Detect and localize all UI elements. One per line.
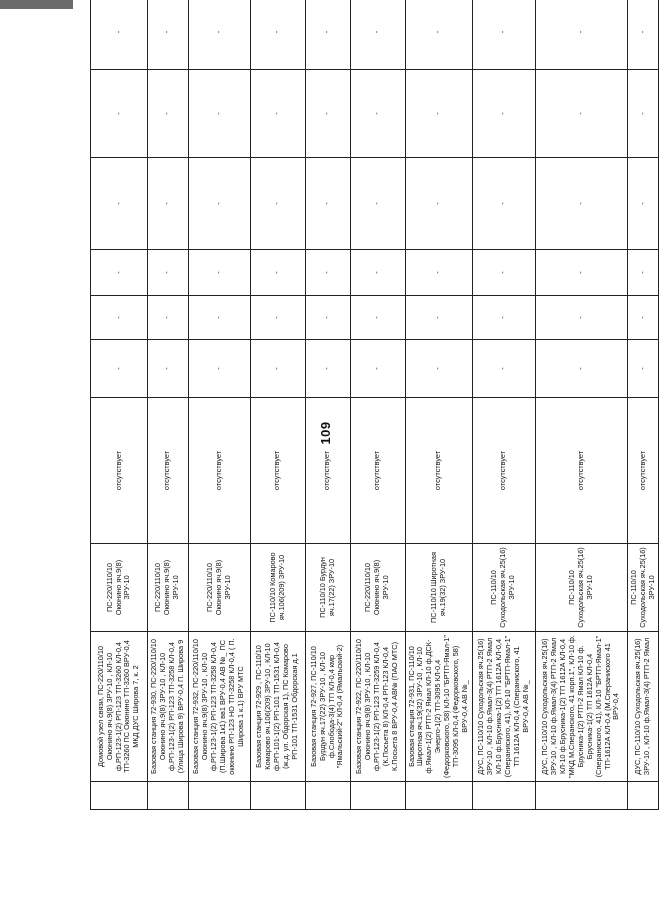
object-description-cell: Домовой узел связи, ПС-220/110/10 Окюнино яч.9(8) ЗРУ-10 , КЛ-10 ф.РП-123-1(2) РП-123 ТП-3260 КЛ-0,4 ТП-3260 ПС Окюнино ТП-3260 ВРУ-0,4 МКД ДУС Широва 7, к. 2 [91,632,148,782]
value-cell-4: - [627,340,659,398]
row-number-cell [405,782,472,810]
table-row [188,0,250,810]
status-cell: отсутствует [305,398,350,544]
value-cell-4: - [535,340,627,398]
row-number-cell [250,782,305,810]
value-cell-5: - [627,296,659,340]
value-cell-4: - [91,340,148,398]
value-cell-9: - [188,0,250,70]
table-row [405,0,472,810]
table-row [472,0,535,810]
status-cell: отсутствует [350,398,405,544]
row-number-cell [535,782,627,810]
value-cell-9: - [148,0,189,70]
value-cell-8: - [305,70,350,158]
value-cell-8: - [405,70,472,158]
value-cell-7: - [405,158,472,250]
object-description-cell: Базовая станция 72-922, ПС-220/110/10 Окюнино яч.9(8) ЗРУ-10 , КЛ-10 ф.РП-123-1(2) РП-123 ТП-3259 КЛ-0,4 (К.Посьета 8) КЛ-0,4 РП-123 КЛ-0,4 К.Посьета 8 ВРУ-0,4 АВ№ (ПАО МТС) [350,632,405,782]
object-description-cell: Базовая станция 72-930, ПС-220/110/10 Окюнино яч.9(8) ЗРУ-10 , КЛ-10 ф.РП-123-1(2) РП-123 ТП-3258 КЛ-0,4 (Улица Широва 9) ВРУ-0,4 П. Широва 9 [148,632,189,782]
value-cell-7: - [350,158,405,250]
power-source-cell: ПС-220/110/10 Окюнино яч.9(8) ЗРУ-10 [188,544,250,632]
value-cell-9: - [405,0,472,70]
value-cell-4: - [148,340,189,398]
object-description-cell: Базовая станция 72-927, ПС-110/10 Бурдун яч.17(22) ЗРУ-10 , КЛ-10 ф.Слобода-3(4) ТП КЛ-0,4 кмр "Ямальский-2" КЛ-0,4 (Ямальский-2) [305,632,350,782]
table-row [250,0,305,810]
value-cell-6: - [305,250,350,296]
object-description-cell: Базовая станция 72-932, ПС-220/110/10 Окюнино яч.9(8) ЗРУ-10 , КЛ-10 ф.РП-123-1(2) РП-123 ТП-3258 КЛ-0,4 (П.Широва 1к1) вв1 ВРУ-0,4 АВ №_ ПС окюнино РП-123 НО ТП-3258 КЛ-0,4 ( П. Широва 1 к.1) ВРУ МТС [188,632,250,782]
value-cell-5: - [472,296,535,340]
object-description-cell: Базовая станция 72-929 , ПС-110/10 Комарово яч.106(209) ЗРУ-10 , КЛ-10 ф.РП-101-1(2) РП-101 ТП-1531 КЛ-0,4 (ж.д. ул. Обдорская 1), ПС Комарово РП-101 ТП-1531 Обдорская д.1 [250,632,305,782]
value-cell-4: - [472,340,535,398]
value-cell-6: - [405,250,472,296]
value-cell-6: - [535,250,627,296]
value-cell-8: - [250,70,305,158]
power-source-cell: ПС-220/110/10 Окюнино яч.9(8) ЗРУ-10 [350,544,405,632]
value-cell-8: - [91,70,148,158]
power-source-cell: ПС-220/110/10 Окюнино яч.9(8) ЗРУ-10 [148,544,189,632]
row-number-cell [472,782,535,810]
power-source-cell: ПС-220/110/10 Окюнино яч.9(8) ЗРУ-10 [91,544,148,632]
status-cell: отсутствует [188,398,250,544]
value-cell-6: - [188,250,250,296]
value-cell-5: - [535,296,627,340]
table-row [350,0,405,810]
value-cell-4: - [405,340,472,398]
object-description-cell: ДУС, ПС-110/10 Суходольская яч.25(16) ЗРУ-10 , КЛ-10 ф.Ямал-3(4) РТП-2 Ямал КЛ-10 ф.Брусника-1(2) ТП 1612А КЛ-0,4 (Спераниского, 41), КЛ-10 "БРТП-Ямал-1" ТП 1612А КЛ-0,4 (Спераниского, 41 ВРУ-0,4 АВ №_ [472,632,535,782]
table-row [148,0,189,810]
value-cell-9: - [535,0,627,70]
value-cell-8: - [535,70,627,158]
value-cell-8: - [188,70,250,158]
power-source-cell: ПС-110/10 Широтная яч.19(32) ЗРУ-10 [405,544,472,632]
row-number-cell [148,782,189,810]
data-table [90,0,659,810]
value-cell-5: - [148,296,189,340]
status-cell: отсутствует [250,398,305,544]
value-cell-8: - [350,70,405,158]
status-cell: отсутствует [91,398,148,544]
value-cell-6: - [627,250,659,296]
value-cell-4: - [350,340,405,398]
value-cell-7: - [91,158,148,250]
value-cell-7: - [250,158,305,250]
value-cell-9: - [91,0,148,70]
object-description-cell: ДУС, ПС-110/10 Суходольская яч.25(16) ЗРУ-10 , КЛ-10 ф.Ямал-3(4) РТП-2 Ямал [627,632,659,782]
power-source-cell: ПС-110/10 Суходольская яч.25(16) ЗРУ-10 [627,544,659,632]
value-cell-6: - [250,250,305,296]
table-row [535,0,627,810]
status-cell: отсутствует [148,398,189,544]
value-cell-4: - [250,340,305,398]
row-number-cell [188,782,250,810]
row-number-cell [91,782,148,810]
value-cell-7: - [535,158,627,250]
value-cell-9: - [350,0,405,70]
power-source-cell: ПС-110/10 Суходольская яч.25(16) ЗРУ-10 [535,544,627,632]
value-cell-5: - [91,296,148,340]
value-cell-5: - [350,296,405,340]
value-cell-7: - [472,158,535,250]
value-cell-9: - [250,0,305,70]
value-cell-7: - [188,158,250,250]
value-cell-5: - [305,296,350,340]
value-cell-5: - [250,296,305,340]
value-cell-7: - [305,158,350,250]
table-row [627,0,659,810]
value-cell-4: - [188,340,250,398]
value-cell-5: - [405,296,472,340]
object-description-cell: ДУС, ПС-110/10 Суходольская яч.25(16) ЗРУ-10 , КЛ-10 ф.Ямал-3(4) РТП-2 Ямал КЛ-10 ф.Брусника-1(2) ТП 1612А КЛ-0,4 "МКД М.Сперанского, 41 корп.1", КЛ-10 ф. Брусника-1(2) РТП-2 Ямал КЛ-10 ф. Брусника-1(2) ТП 1612А КЛ-0,4 (Спераниского, 41), КЛ-10 "БРТП-Ямал-1" ТП-1612А КЛ-0,4 (М.Спераниского 41 ВРУ-0,4 [535,632,627,782]
value-cell-6: - [148,250,189,296]
table-row [305,0,350,810]
power-source-cell: ПС-110/10 Комарово яч.106(209) ЗРУ-10 [250,544,305,632]
object-description-cell: Базовая станция 72-931, ПС-110/10 Широтная яч.19(32) ЗРУ-10 , КЛ-10 ф.Ямал-1(2) РТП-2 Ямал КЛ-10 ф.ДСК-Энерго-1(2) ТП-3095 КЛ-0,4 (Федорковского, 58) КЛ-10 "БРТП-Ямал-1" ТП-3095 КЛ-0,4 (Федорковского, 58) ВРУ-0,4 АВ №_ [405,632,472,782]
row-number-cell [627,782,659,810]
value-cell-7: - [148,158,189,250]
page-number: 109 [318,421,333,445]
value-cell-4: - [305,340,350,398]
value-cell-8: - [472,70,535,158]
table-row [91,0,148,810]
value-cell-6: - [350,250,405,296]
value-cell-9: - [627,0,659,70]
power-source-cell: ПС-110/10 Бурдун яч.17(22) ЗРУ-10 [305,544,350,632]
power-source-cell: ПС-110/10 Суходольская яч.25(16) ЗРУ-10 [472,544,535,632]
status-cell: отсутствует [535,398,627,544]
value-cell-9: - [305,0,350,70]
status-cell: отсутствует [472,398,535,544]
value-cell-8: - [627,70,659,158]
table-body [91,0,659,810]
row-number-cell [350,782,405,810]
value-cell-6: - [472,250,535,296]
value-cell-5: - [188,296,250,340]
value-cell-7: - [627,158,659,250]
value-cell-9: - [472,0,535,70]
value-cell-6: - [91,250,148,296]
status-cell: отсутствует [405,398,472,544]
value-cell-8: - [148,70,189,158]
status-cell: отсутствует [627,398,659,544]
row-number-cell [305,782,350,810]
